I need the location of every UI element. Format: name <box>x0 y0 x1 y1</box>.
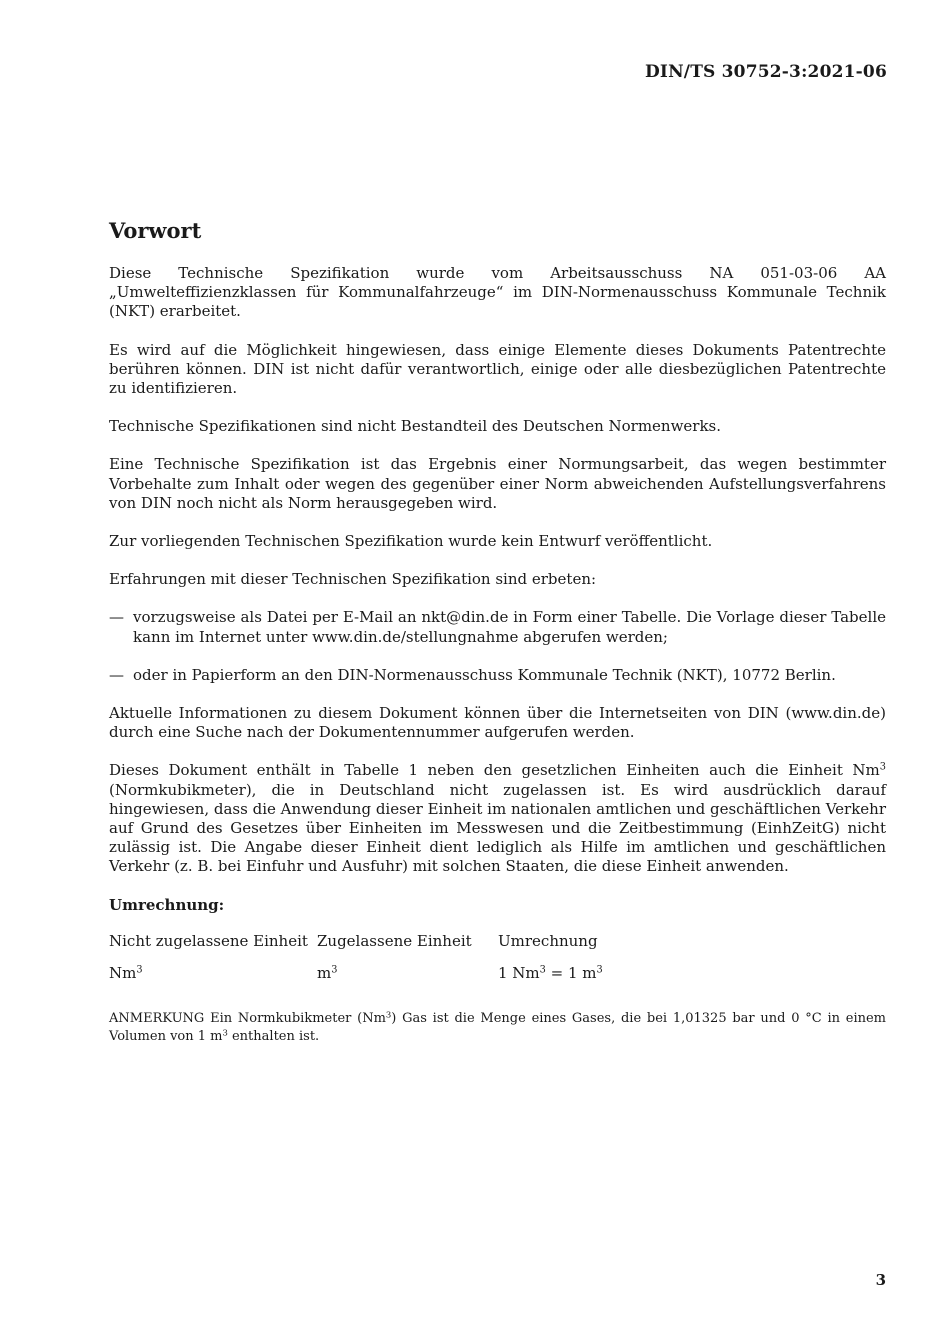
table-row <box>109 964 603 996</box>
dash-marker: — <box>109 608 124 627</box>
header-cell: Umrechnung <box>498 931 598 950</box>
list-item <box>109 666 886 685</box>
document-id: DIN/TS 30752-3:2021-06 <box>644 62 887 82</box>
paragraph-feedback: Erfahrungen mit dieser Technischen Spezifikation sind erbeten: <box>109 570 597 589</box>
table-header-row <box>109 932 603 964</box>
paragraph-definition: Eine Technische Spezifikation ist das Ergebnis einer Normungsarbeit, das wegen bestimmter Vorbehalte zum Inhalt oder wegen des gegenüber einer Norm abweichenden Aufstellungsverfahrens von DIN noch nicht als Norm herausgegeben wird. <box>109 455 886 512</box>
paragraph-patents: Es wird auf die Möglichkeit hingewiesen, dass einige Elemente dieses Dokuments Patentrechte berühren können. DIN ist nicht dafür verantwortlich, einige oder alle diesbezüglichen Patentrechte zu identifizieren. <box>109 340 886 398</box>
conversion-heading: Umrechnung: <box>109 895 225 914</box>
page-number: 3 <box>875 1271 886 1289</box>
list-item-text: vorzugsweise als Datei per E-Mail an nkt@din.de in Form einer Tabelle. Die Vorlage dieser Tabelle kann im Internet unter www.din.de/stellungnahme abgerufen werden; <box>133 608 886 646</box>
list-item <box>109 608 886 646</box>
paragraph-units: Dieses Dokument enthält in Tabelle 1 neben den gesetzlichen Einheiten auch die Einheit Nm$^3$ (Normkubikmeter), die in Deutschland nicht zugelassen ist. Es wird ausdrücklich darauf hingewiesen, dass die Anwendung dieser Einheit im nationalen amtlichen und geschäftlichen Verkehr auf Grund des Gesetzes über Einheiten im Messwesen und die Zeitbestimmung (EinhZeitG) nicht zulässig ist. Die Angabe dieser Einheit dient lediglich als Hilfe im amtlichen und geschäftlichen Verkehr (z. B. bei Einfuhr und Ausfuhr) mit solchen Staaten, die diese Einheit anwenden. <box>109 761 886 876</box>
table-cell: 1 $Nm^3 = 1$ $m^3$ <box>498 963 603 982</box>
foreword-section <box>109 218 886 1047</box>
header-cell: Nicht zugelassene Einheit <box>109 931 308 950</box>
list-item-text: oder in Papierform an den DIN-Normenausschuss Kommunale Technik (NKT), 10772 Berlin. <box>133 665 836 684</box>
dash-marker: — <box>109 665 124 684</box>
section-title: Vorwort <box>109 218 202 243</box>
table-cell: Nm$^3$ <box>109 963 143 982</box>
table-cell: $m^3$ <box>317 963 338 982</box>
paragraph-committee: Diese Technische Spezifikation wurde vom Arbeitsausschuss NA 051-03-06 AA „Umwelteffizienzklassen für Kommunalfahrzeuge“ im DIN-Normenausschuss Kommunale Technik (NKT) erarbeitet. <box>109 264 886 321</box>
conversion-table <box>109 932 603 996</box>
paragraph-status: Technische Spezifikationen sind nicht Bestandteil des Deutschen Normenwerks. <box>109 417 722 436</box>
header-cell: Zugelassene Einheit <box>317 931 472 950</box>
paragraph-info: Aktuelle Informationen zu diesem Dokument können über die Internetseiten von DIN (www.din.de) durch eine Suche nach der Dokumentennummer aufgerufen werden. <box>109 704 886 742</box>
note: ANMERKUNG Ein Normkubikmeter (Nm$^3$) Gas ist die Menge eines Gases, die bei 1,01325 bar und 0 °C in einem Volumen von 1 $m^3$ enthalten ist. <box>109 1009 886 1045</box>
paragraph-draft: Zur vorliegenden Technischen Spezifikation wurde kein Entwurf veröffentlicht. <box>109 532 713 551</box>
